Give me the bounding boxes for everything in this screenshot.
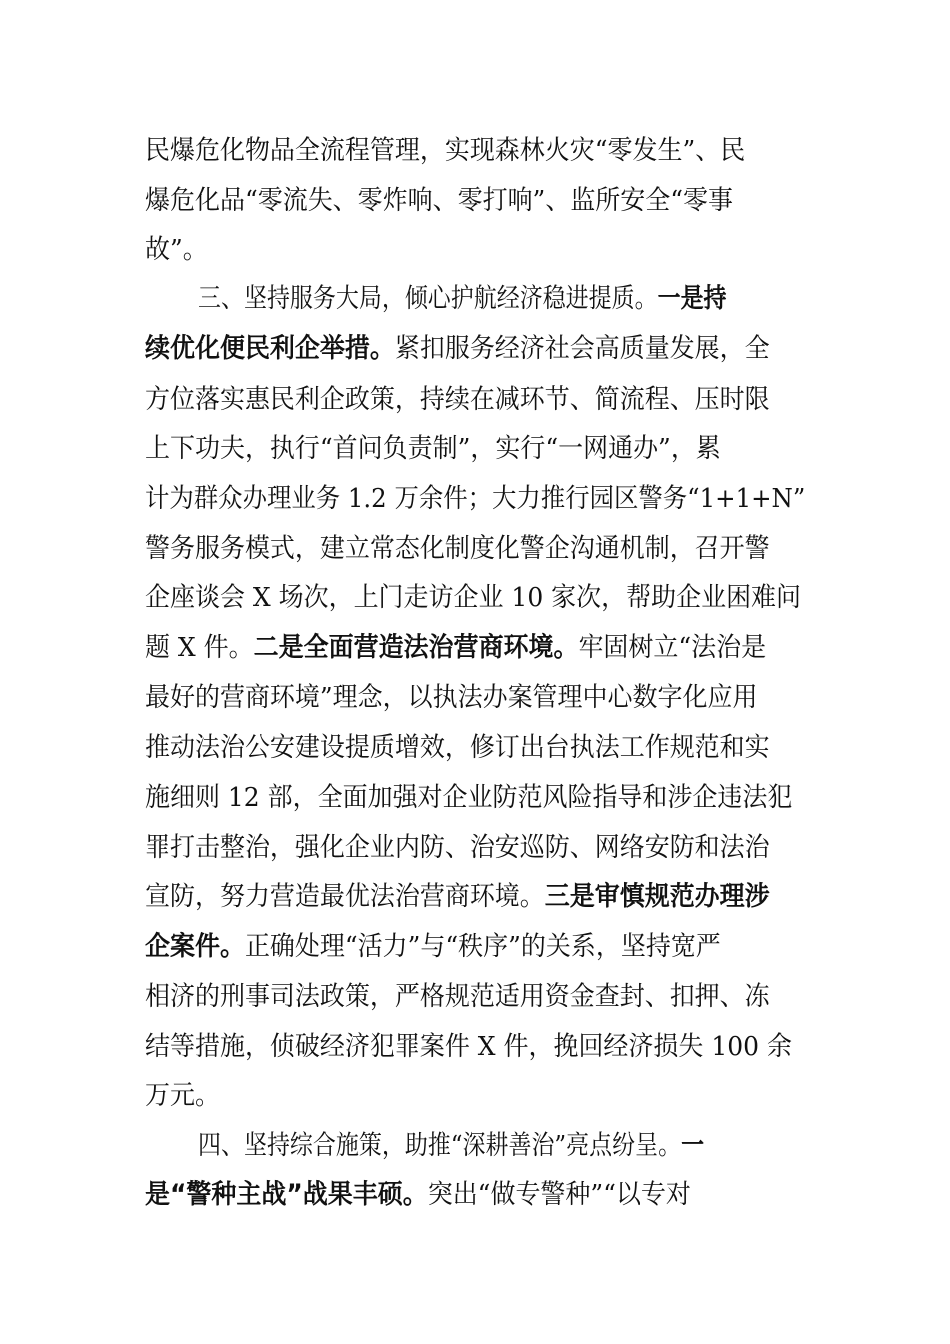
text-segment: 上下功夫，执行“首问负责制”，实行“一网通办”，累 xyxy=(145,433,721,464)
text-segment: 突出“做专警种”“以专对 xyxy=(427,1179,691,1210)
text-line xyxy=(145,922,805,972)
text-segment: 牢固树立“法治是 xyxy=(578,632,767,663)
text-segment: 宣防，努力营造最优法治营商环境。 xyxy=(145,881,545,912)
text-line xyxy=(145,524,805,574)
text-line xyxy=(145,723,805,773)
text-segment: 罪打击整治，强化企业内防、治安巡防、网络安防和法治 xyxy=(145,832,770,863)
text-segment: 结等措施，侦破经济犯罪案件 X 件，挽回经济损失 100 余 xyxy=(145,1031,792,1062)
text-line xyxy=(145,1022,805,1072)
text-line xyxy=(145,375,805,425)
text-segment: 故”。 xyxy=(145,234,208,265)
text-line xyxy=(145,424,805,474)
text-segment: 计为群众办理业务 1.2 万余件；大力推行园区警务“1+1+N” xyxy=(145,483,806,514)
text-line xyxy=(198,274,805,324)
text-segment: 题 X 件。 xyxy=(145,632,254,663)
text-line xyxy=(145,823,805,873)
text-segment: 最好的营商环境”理念，以执法办案管理中心数字化应用 xyxy=(145,682,758,713)
text-line xyxy=(145,176,805,226)
text-segment: 三、坚持服务大局，倾心护航经济稳进提质。 xyxy=(198,283,658,314)
text-segment: 民爆危化物品全流程管理，实现森林火灾“零发生”、民 xyxy=(145,135,746,166)
text-segment: 紧扣服务经济社会高质量发展，全 xyxy=(394,333,770,364)
text-line xyxy=(145,673,805,723)
text-segment: 警务服务模式，建立常态化制度化警企沟通机制，召开警 xyxy=(145,533,770,564)
text-segment: 爆危化品“零流失、零炸响、零打响”、监所安全“零事 xyxy=(145,185,734,216)
text-segment: 相济的刑事司法政策，严格规范适用资金查封、扣押、冻 xyxy=(145,981,770,1012)
text-line xyxy=(145,972,805,1022)
text-segment: 推动法治公安建设提质增效，修订出台执法工作规范和实 xyxy=(145,732,770,763)
bold-text-segment: 一是持 xyxy=(657,283,727,314)
text-line xyxy=(145,623,805,673)
text-segment: 四、坚持综合施策，助推“深耕善治”亮点纷呈。 xyxy=(198,1130,682,1161)
text-line xyxy=(145,773,805,823)
text-segment: 企座谈会 X 场次，上门走访企业 10 家次，帮助企业困难问 xyxy=(145,582,802,613)
bold-text-segment: 是“警种主战”战果丰硕。 xyxy=(145,1179,428,1210)
text-line xyxy=(145,1071,805,1121)
text-segment: 正确处理“活力”与“秩序”的关系，坚持宽严 xyxy=(244,931,721,962)
text-segment: 方位落实惠民利企政策，持续在减环节、简流程、压时限 xyxy=(145,384,770,415)
text-line xyxy=(198,1121,805,1171)
bold-text-segment: 续优化便民利企举措。 xyxy=(145,333,395,364)
bold-text-segment: 企案件。 xyxy=(145,931,245,962)
text-line xyxy=(145,1170,805,1220)
text-line xyxy=(145,474,806,524)
text-line xyxy=(145,225,805,275)
bold-text-segment: 一 xyxy=(681,1130,705,1161)
bold-text-segment: 二是全面营造法治营商环境。 xyxy=(253,632,579,663)
text-line xyxy=(145,573,805,623)
text-line xyxy=(145,324,805,374)
text-segment: 施细则 12 部，全面加强对企业防范风险指导和涉企违法犯 xyxy=(145,782,793,813)
text-line xyxy=(145,126,805,176)
text-line xyxy=(145,872,805,922)
bold-text-segment: 三是审慎规范办理涉 xyxy=(544,881,770,912)
text-segment: 万元。 xyxy=(145,1080,220,1111)
